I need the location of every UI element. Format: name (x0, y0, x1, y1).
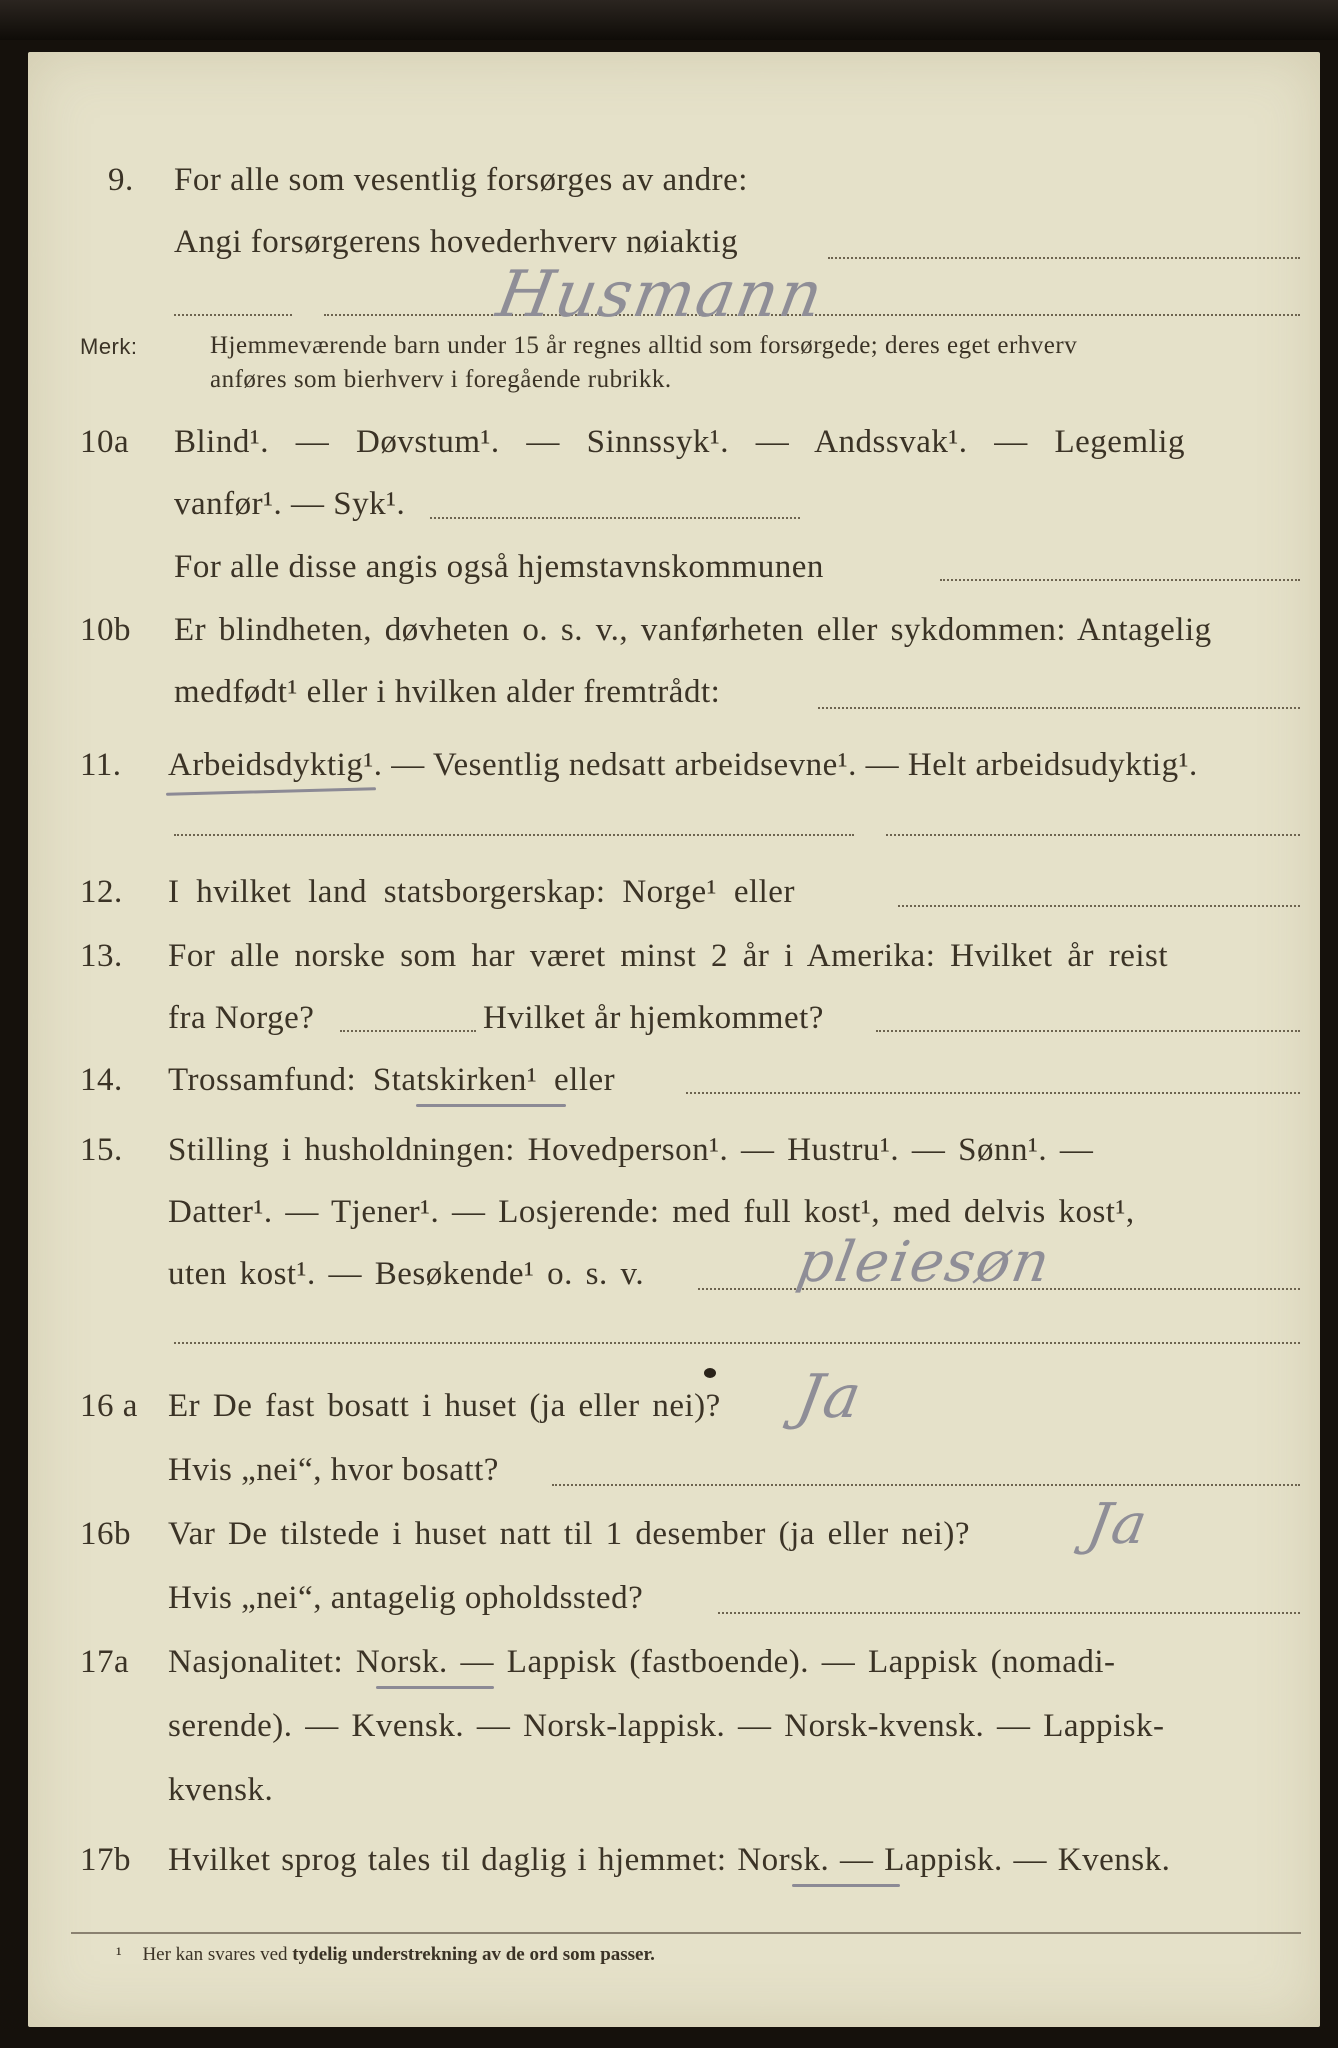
answer-line (174, 1342, 1300, 1344)
question-number: 16b (80, 1516, 131, 1552)
question-number: 9. (108, 162, 134, 198)
underline-mark (416, 1104, 566, 1107)
census-form-page (28, 52, 1320, 2027)
question-number: 13. (80, 938, 123, 974)
question-text: Hvis „nei“, antagelig opholdssted? (168, 1580, 644, 1616)
question-text: Datter¹. — Tjener¹. — Losjerende: med full kost¹, med delvis kost¹, (168, 1194, 1135, 1230)
question-text: Var De tilstede i huset natt til 1 desember (ja eller nei)? (168, 1516, 970, 1552)
question-text: Er blindheten, døvheten o. s. v., vanførheten eller sykdommen: Antagelig (174, 612, 1212, 648)
note-text: Hjemmeværende barn under 15 år regnes alltid som forsørgede; deres eget erhverv (210, 332, 1078, 359)
answer-line (718, 1612, 1300, 1614)
scan-top-edge (0, 0, 1338, 40)
answer-line (818, 707, 1300, 709)
ink-dot (704, 1368, 716, 1378)
question-text: For alle norske som har været minst 2 år i Amerika: Hvilket år reist (168, 938, 1169, 974)
handwritten-answer: pleiesøn (792, 1230, 1057, 1295)
question-text: Trossamfund: Statskirken¹ eller (168, 1062, 616, 1098)
question-text: medfødt¹ eller i hvilken alder fremtrådt: (174, 674, 721, 710)
question-number: 11. (80, 747, 122, 783)
question-text: vanfør¹. — Syk¹. (174, 486, 406, 522)
question-number: 17a (80, 1644, 130, 1680)
footnote-emphasis: tydelig understrekning av de ord som passer. (292, 1944, 655, 1965)
question-text: Hvis „nei“, hvor bosatt? (168, 1452, 499, 1488)
question-text: For alle som vesentlig forsørges av andre: (174, 162, 748, 198)
answer-line (174, 314, 292, 316)
question-text: I hvilket land statsborgerskap: Norge¹ eller (168, 874, 795, 910)
handwritten-answer: Husmann (491, 258, 830, 332)
question-number: 14. (80, 1062, 123, 1098)
note-label: Merk: (80, 334, 138, 359)
question-text: Nasjonalitet: Norsk. — Lappisk (fastboende). — Lappisk (nomadi- (168, 1644, 1116, 1680)
answer-line (686, 1092, 1300, 1094)
question-text: For alle disse angis også hjemstavnskommunen (174, 549, 824, 585)
answer-line (340, 1030, 476, 1032)
question-text: Blind¹. — Døvstum¹. — Sinnssyk¹. — Andssvak¹. — Legemlig (174, 424, 1185, 460)
note-text: anføres som bierhverv i foregående rubrikk. (210, 366, 672, 393)
footnote-mark: ¹ (116, 1944, 122, 1965)
answer-line (876, 1030, 1300, 1032)
question-text: kvensk. (168, 1772, 274, 1808)
answer-line (430, 517, 800, 519)
question-text: Stilling i husholdningen: Hovedperson¹. — Hustru¹. — Sønn¹. — (168, 1132, 1094, 1168)
question-text: Angi forsørgerens hovederhverv nøiaktig (174, 224, 739, 260)
question-text: fra Norge? (168, 1000, 315, 1036)
question-text: uten kost¹. — Besøkende¹ o. s. v. (168, 1256, 645, 1292)
question-number: 15. (80, 1132, 123, 1168)
underline-mark (376, 1686, 494, 1689)
footnote (116, 1944, 655, 1966)
answer-line (898, 905, 1300, 907)
answer-line (886, 834, 1300, 836)
handwritten-answer: Ja (1082, 1492, 1154, 1557)
answer-line (828, 257, 1300, 259)
question-number: 12. (80, 874, 123, 910)
underline-mark (166, 787, 376, 795)
question-text: Hvilket år hjemkommet? (483, 1000, 824, 1036)
question-text: serende). — Kvensk. — Norsk-lappisk. — Norsk-kvensk. — Lappisk- (168, 1708, 1165, 1744)
question-text: Arbeidsdyktig¹. — Vesentlig nedsatt arbeidsevne¹. — Helt arbeidsudyktig¹. (168, 747, 1198, 783)
footnote-text: Her kan svares ved (142, 1944, 288, 1965)
underline-mark (792, 1884, 900, 1887)
question-number: 10b (80, 612, 131, 648)
handwritten-answer: Ja (791, 1362, 868, 1432)
answer-line (940, 579, 1300, 581)
question-text: Er De fast bosatt i huset (ja eller nei)? (168, 1388, 721, 1424)
answer-line (174, 834, 854, 836)
question-number: 10a (80, 424, 130, 460)
question-number: 16 a (80, 1388, 138, 1424)
question-text: Hvilket sprog tales til daglig i hjemmet: Norsk. — Lappisk. — Kvensk. (168, 1842, 1171, 1878)
answer-line (552, 1484, 1300, 1486)
footnote-rule (71, 1932, 1301, 1934)
question-number: 17b (80, 1842, 131, 1878)
